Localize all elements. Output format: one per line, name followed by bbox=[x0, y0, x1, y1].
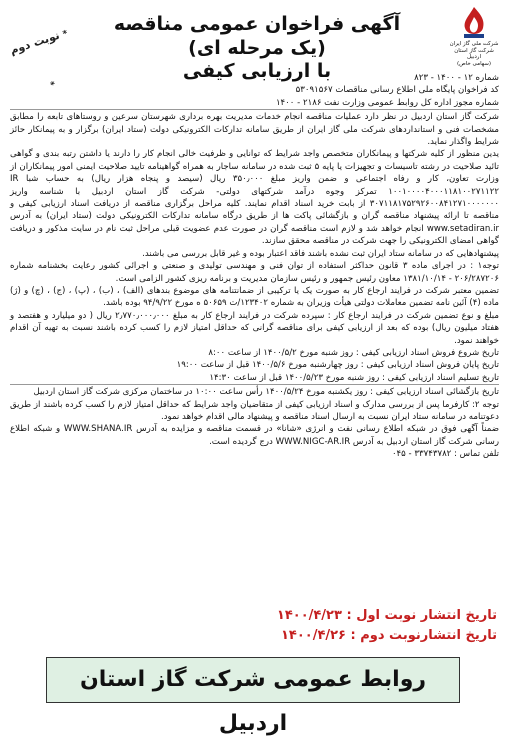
meta-code: کد فراخوان پایگاه ملی اطلاع رسانی مناقصات ۵۳۰۹۱۵۶۷ bbox=[295, 85, 499, 96]
date-submission: تاریخ تسلیم اسناد ارزیابی کیفی : روز شنبه مورخ ۱۴۰۰/۵/۲۳ قبل از ساعت ۱۴:۳۰ bbox=[209, 372, 499, 383]
announcement-title bbox=[97, 10, 417, 82]
publication-date-first: تاریخ انتشار نوبت اول : ۱۴۰۰/۴/۲۳ bbox=[276, 608, 497, 623]
star-icon: * bbox=[49, 80, 58, 92]
paragraph-note-2: توجه ۲: کارفرما پس از بررسی مدارک و اسناد ارزیابی کیفی از متقاضیان واجد شرایط که حداقل امتیاز لازم را کسب کرده باشند از طریق دعوتنامه در سامانه ستاد ایران نسبت به ارسال اسناد مناقصه و پیشنهاد مالی اقدام خواهد نمود. bbox=[10, 399, 500, 422]
date-opening: تاریخ بازگشائی اسناد ارزیابی کیفی : روز یکشنبه مورخ ۱۴۰۰/۵/۲۴ رأس ساعت ۱۰:۰۰ در ساختمان مرکزی شرکت گاز استان اردبیل bbox=[10, 384, 499, 398]
date-sale-start: تاریخ شروع فروش اسناد ارزیابی کیفی : روز شنبه مورخ ۱۴۰۰/۵/۲ از ساعت ۸:۰۰ bbox=[208, 347, 499, 358]
second-round-badge bbox=[1, 11, 77, 92]
badge-label: نوبت دوم bbox=[8, 28, 62, 57]
paragraph-note-1: توجه۱ : در اجرای ماده ۳ قانون حداکثر استفاده از توان فنی و مهندسی تولیدی و صنعتی و اجرائی کشور رعایت بخشنامه شماره ۲۰۶/۲۸۷۲۰۶ - ۱۳۸۱/۱۰/۱۴ معاون رئیس جمهور و رئیس سازمان مدیریت و برنامه ریزی کشور الزامی است. bbox=[10, 261, 499, 284]
paragraph-intro: شرکت گاز استان اردبیل در نظر دارد عملیات مناقصه انجام خدمات مدیریت بهره برداری شهرستان سرعین و روستاهای تابعه را مطابق مشخصات فنی و استانداردهای شرکت ملی گاز ایران از طریق سامانه تدارکات الکترونیکی دولت (ستاد ایران) برگزار و به پیمانکار حائز شرایط واگذار نماید. bbox=[10, 109, 499, 148]
nigc-logo bbox=[447, 6, 501, 67]
logo-caption-2: شرکت گاز استان اردبیل bbox=[454, 48, 494, 60]
date-sale-end: تاریخ پایان فروش اسناد ارزیابی کیفی : روز چهارشنبه مورخ ۱۴۰۰/۵/۶ قبل از ساعت ۱۹:۰۰ bbox=[176, 360, 499, 371]
announcement-body bbox=[10, 72, 499, 461]
public-relations-footer: روابط عمومی شرکت گاز استان اردبیل bbox=[46, 657, 460, 703]
paragraph-guarantee-type: تضمین معتبر شرکت در فرایند ارجاع کار به صورت یک یا ترکیبی از ضمانتنامه های موضوع بندهای (الف) ، (ب) ، (پ) ، (ج) ، (چ) و (ژ) ماده (۴) آئین نامه تضمین معاملات دولتی هیأت وزیران به شماره ۱۲۳۴۰۲/ت ۵۰۶۵۹ ه مورخ ۹۴/۹/۲۲ بوده باشد. bbox=[10, 285, 499, 309]
flame-logo-icon bbox=[459, 6, 489, 40]
publication-date-second: تاریخ انتشارنوبت دوم : ۱۴۰۰/۴/۲۶ bbox=[280, 628, 497, 643]
logo-caption-1: شرکت ملی گاز ایران bbox=[449, 41, 499, 47]
contact-phone: تلفن تماس : ۳۳۷۴۳۷۸۲ - ۰۴۵ bbox=[391, 449, 499, 460]
star-icon: * bbox=[61, 28, 70, 40]
meta-number: شماره ۱۲ - ۱۴۰۰ - ۸۲۳ bbox=[414, 73, 499, 83]
title-line-2: با ارزیابی کیفی bbox=[182, 60, 332, 82]
title-line-1: آگهی فراخوان عمومی مناقصه (یک مرحله ای) bbox=[113, 13, 401, 59]
logo-caption-3: (سهامی خاص) bbox=[456, 61, 492, 67]
paragraph-guarantee-amount: مبلغ و نوع تضمین شرکت در فرایند ارجاع کار : سپرده شرکت در فرایند ارجاع کار به مبلغ ۲٫۷۷۰٫۰۰۰٫۰۰۰ ریال ( دو میلیارد و هفتصد و هفتاد میلیون ریال) بوده که بعد از ارزیابی کیفی برای مناقصه گرانی که حداقل امتیاز لازم را کسب کرده باشند نسبت به تهیه آن اقدام خواهند نمود. bbox=[10, 310, 499, 346]
meta-permit: شماره مجوز اداره کل روابط عمومی وزارت نفت ۲۱۸۶ - ۱۴۰۰ bbox=[275, 97, 499, 108]
paragraph-shana: ضمناً آگهی فوق در شبکه اطلاع رسانی نفت و انرژی «شانا» در قسمت مناقصه و مزایده به آدرس WWW.SHANA.IR و شبکه اطلاع رسانی شرکت گاز استان اردبیل به آدرس WWW.NIGC-AR.IR درج گردیده است. bbox=[10, 424, 499, 447]
paragraph-validity: پیشنهادهایی که در سامانه ستاد ایران ثبت نشده باشند فاقد اعتبار بوده و غیر قابل بررسی می باشند. bbox=[142, 248, 499, 259]
paragraph-invitation: یدین منظور از کلیه شرکتها و پیمانکاران متخصص واجد شرایط که توانایی و ظرفیت خالی انجام کار را دارند یا داشتن رتبه بندی و گواهی تائید صلاحیت در رشته تاسیسات و تجهیزات یا پایه ۵ ثبت شده در سامانه ساجار به همراه گواهینامه تایید صلاحیت ایمنی امور پیمانکاران از وزارت تعاون، کار و رفاه اجتماعی و ضمن واریز مبلغ ۳۵۰٫۰۰۰ ریال (سیصد و پنجاه هزار ریال) به حساب شبا IR ۱۰۰۱۰۰۰۰۴۰۰۰۱۱۸۱۰۰۲۷۱۱۲۲ تمرکز وجوه درآمد شرکتهای دولتی- شرکت گاز استان اردبیل با شناسه واریز ۳۰۷۱۱۸۱۷۵۲۹۲۶۰۰۸۴۱۲۷۱۰۰۰۰۰۰۰ از بابت خرید اسناد اقدام نمایند. کلیه مراحل برگزاری مناقصه از دریافت اسناد ارزیابی کیفی و مناقصه تا ارائه پیشنهاد مناقصه گران و بازگشائی پاکت ها از طریق درگاه سامانه تدارکات الکترونیکی دولت (ستاد ایران) به آدرس www.setadiran.ir انجام خواهد شد و لازم است مناقصه گران در صورت عدم عضویت قبلی مراحل ثبت نام در سایت مذکور و دریافت گواهی امضای الکترونیکی را جهت شرکت در مناقصه محقق سازند. bbox=[10, 149, 500, 247]
